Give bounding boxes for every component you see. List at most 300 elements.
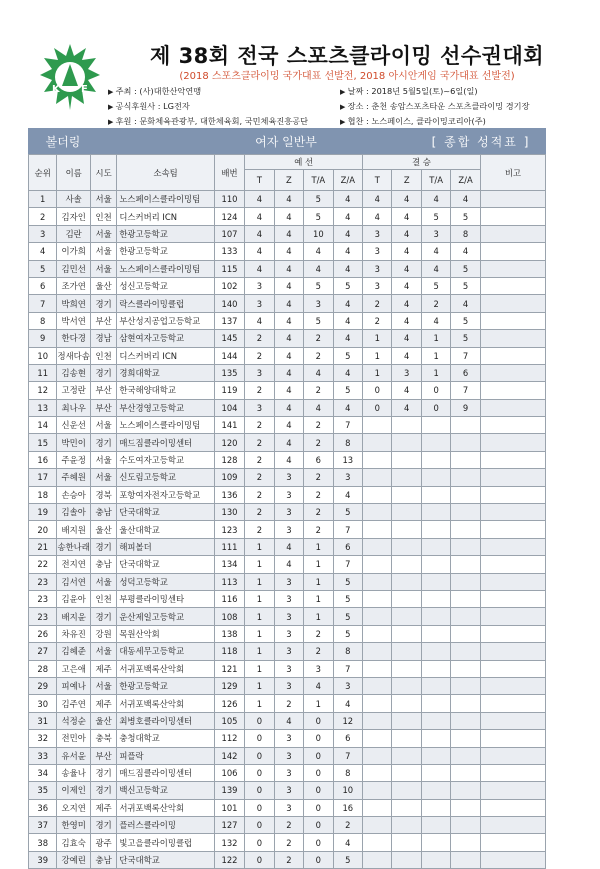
f-top-attempts-cell [421,608,450,625]
name-cell: 오지연 [57,799,91,816]
q-zone-cell: 2 [274,817,303,834]
team-cell: 한광고등학교 [117,225,214,242]
city-cell: 광주 [90,834,116,851]
q-top-attempts-cell: 2 [304,434,333,451]
q-zone-cell: 4 [274,260,303,277]
f-zone-cell: 3 [392,364,421,381]
q-zone-attempts-cell: 4 [333,260,362,277]
rank-cell: 1 [29,191,57,208]
name-cell: 김란 [57,225,91,242]
f-top-attempts-cell [421,747,450,764]
bib-cell: 119 [214,382,244,399]
rank-cell: 33 [29,747,57,764]
q-zone-attempts-cell: 10 [333,782,362,799]
q-zone-attempts-cell: 7 [333,521,362,538]
note-cell [480,208,545,225]
f-top-attempts-cell [421,417,450,434]
col-q-zone-attempts: Z/A [333,170,362,191]
q-zone-cell: 3 [274,521,303,538]
q-zone-cell: 4 [274,208,303,225]
f-top-attempts-cell [421,695,450,712]
name-cell: 배지윤 [57,608,91,625]
q-zone-cell: 3 [274,590,303,607]
f-zone-attempts-cell: 4 [451,295,480,312]
q-zone-attempts-cell: 4 [333,330,362,347]
q-top-attempts-cell: 1 [304,556,333,573]
team-cell: 디스커버리 ICN [117,347,214,364]
q-zone-cell: 4 [274,191,303,208]
note-cell [480,851,545,868]
q-top-cell: 2 [245,451,274,468]
f-zone-attempts-cell: 6 [451,364,480,381]
f-top-attempts-cell: 0 [421,382,450,399]
q-zone-attempts-cell: 4 [333,295,362,312]
table-row [29,747,546,764]
q-zone-attempts-cell: 3 [333,677,362,694]
rank-cell: 7 [29,295,57,312]
f-top-attempts-cell [421,764,450,781]
q-top-cell: 1 [245,695,274,712]
name-cell: 박서연 [57,312,91,329]
name-cell: 김주연 [57,695,91,712]
q-top-cell: 0 [245,817,274,834]
col-bib: 배번 [214,155,244,191]
bib-cell: 136 [214,486,244,503]
q-zone-attempts-cell: 7 [333,747,362,764]
city-cell: 충남 [90,504,116,521]
division-label: 여자 일반부 [255,134,317,149]
rank-cell: 12 [29,382,57,399]
table-row [29,347,546,364]
q-top-cell: 0 [245,834,274,851]
f-top-attempts-cell [421,834,450,851]
svg-text:F: F [81,84,88,95]
name-cell: 주혜원 [57,469,91,486]
rank-cell: 8 [29,312,57,329]
note-cell [480,538,545,555]
q-zone-attempts-cell: 7 [333,556,362,573]
rank-cell: 2 [29,208,57,225]
q-zone-cell: 2 [274,851,303,868]
f-top-attempts-cell [421,521,450,538]
table-row [29,295,546,312]
note-cell [480,625,545,642]
sponsor-text: ▶ 공식후원사 : LG전자 [108,99,308,114]
f-zone-attempts-cell [451,817,480,834]
q-zone-cell: 4 [274,330,303,347]
q-top-attempts-cell: 2 [304,347,333,364]
rank-cell: 28 [29,660,57,677]
bib-cell: 132 [214,834,244,851]
q-zone-cell: 4 [274,399,303,416]
f-zone-attempts-cell [451,469,480,486]
f-top-cell [363,695,392,712]
q-zone-attempts-cell: 5 [333,382,362,399]
f-top-cell: 4 [363,191,392,208]
rank-cell: 15 [29,434,57,451]
name-cell: 김민선 [57,260,91,277]
q-zone-attempts-cell: 4 [333,225,362,242]
team-cell: 단국대학교 [117,504,214,521]
svg-text:K: K [52,84,60,95]
name-cell: 김윤아 [57,590,91,607]
bib-cell: 108 [214,608,244,625]
f-zone-cell [392,521,421,538]
team-cell: 해피볼더 [117,538,214,555]
f-top-attempts-cell [421,573,450,590]
rank-cell: 23 [29,608,57,625]
q-top-cell: 2 [245,417,274,434]
name-cell: 송한나래 [57,538,91,555]
bib-cell: 106 [214,764,244,781]
f-zone-attempts-cell: 5 [451,260,480,277]
q-zone-attempts-cell: 5 [333,625,362,642]
city-cell: 인천 [90,347,116,364]
bib-cell: 115 [214,260,244,277]
q-top-cell: 4 [245,191,274,208]
name-cell: 박민이 [57,434,91,451]
col-name: 이름 [57,155,91,191]
note-cell [480,747,545,764]
note-cell [480,347,545,364]
f-zone-attempts-cell [451,851,480,868]
f-zone-attempts-cell [451,799,480,816]
f-top-attempts-cell [421,538,450,555]
q-top-cell: 4 [245,225,274,242]
col-f-zone: Z [392,170,421,191]
city-cell: 서울 [90,643,116,660]
city-cell: 부산 [90,399,116,416]
rank-cell: 4 [29,243,57,260]
q-zone-cell: 3 [274,573,303,590]
team-cell: 충청대학교 [117,730,214,747]
col-f-top-attempts: T/A [421,170,450,191]
rank-cell: 23 [29,573,57,590]
q-zone-cell: 2 [274,834,303,851]
f-zone-attempts-cell [451,730,480,747]
city-cell: 서울 [90,469,116,486]
note-cell [480,643,545,660]
q-zone-cell: 4 [274,347,303,364]
f-zone-cell: 4 [392,347,421,364]
bib-cell: 120 [214,434,244,451]
q-top-cell: 1 [245,556,274,573]
q-top-cell: 0 [245,764,274,781]
team-cell: 서귀포백록산악회 [117,695,214,712]
f-top-cell: 1 [363,364,392,381]
q-zone-cell: 3 [274,486,303,503]
note-cell [480,817,545,834]
table-row [29,417,546,434]
q-top-cell: 0 [245,851,274,868]
q-zone-attempts-cell: 7 [333,660,362,677]
f-zone-attempts-cell [451,695,480,712]
note-cell [480,434,545,451]
results-table [28,154,546,869]
name-cell: 조가연 [57,277,91,294]
q-top-attempts-cell: 2 [304,625,333,642]
q-top-attempts-cell: 0 [304,834,333,851]
f-top-cell [363,747,392,764]
note-cell [480,712,545,729]
q-zone-attempts-cell: 5 [333,590,362,607]
q-top-cell: 2 [245,434,274,451]
f-top-cell: 2 [363,312,392,329]
name-cell: 이가희 [57,243,91,260]
f-zone-attempts-cell [451,486,480,503]
q-top-cell: 0 [245,730,274,747]
q-top-cell: 4 [245,312,274,329]
q-top-attempts-cell: 2 [304,330,333,347]
rank-cell: 11 [29,364,57,381]
f-zone-attempts-cell [451,504,480,521]
f-top-cell [363,834,392,851]
table-row [29,625,546,642]
f-top-cell [363,451,392,468]
q-zone-cell: 3 [274,660,303,677]
team-cell: 성덕고등학교 [117,573,214,590]
f-top-cell: 3 [363,243,392,260]
name-cell: 김효숙 [57,834,91,851]
f-zone-cell [392,625,421,642]
q-top-attempts-cell: 2 [304,382,333,399]
q-top-attempts-cell: 4 [304,260,333,277]
note-cell [480,295,545,312]
team-cell: 성신고등학교 [117,277,214,294]
q-zone-cell: 3 [274,764,303,781]
event-info-left [108,84,308,129]
f-zone-attempts-cell [451,538,480,555]
team-cell: 피플락 [117,747,214,764]
team-cell: 빛고을클라이밍클럽 [117,834,214,851]
f-top-attempts-cell [421,556,450,573]
rank-cell: 34 [29,764,57,781]
team-cell: 플러스클라이밍 [117,817,214,834]
f-zone-attempts-cell [451,608,480,625]
f-top-attempts-cell: 4 [421,260,450,277]
rank-cell: 18 [29,486,57,503]
q-zone-cell: 3 [274,469,303,486]
note-cell [480,399,545,416]
note-cell [480,451,545,468]
q-top-cell: 1 [245,590,274,607]
city-cell: 제주 [90,799,116,816]
table-row [29,851,546,868]
f-top-attempts-cell [421,782,450,799]
page-subtitle: (2018 스포츠클라이밍 국가대표 선발전, 2018 아시안게임 국가대표 선발전) [179,71,515,82]
q-top-attempts-cell: 2 [304,521,333,538]
team-cell: 한광고등학교 [117,677,214,694]
q-zone-cell: 4 [274,277,303,294]
table-row [29,660,546,677]
team-cell: 디스커버리 ICN [117,208,214,225]
city-cell: 서울 [90,451,116,468]
bib-cell: 105 [214,712,244,729]
f-top-attempts-cell: 0 [421,399,450,416]
f-top-cell [363,851,392,868]
q-top-attempts-cell: 5 [304,312,333,329]
city-cell: 부산 [90,382,116,399]
city-cell: 경기 [90,538,116,555]
name-cell: 주윤정 [57,451,91,468]
q-top-cell: 0 [245,782,274,799]
f-zone-attempts-cell: 5 [451,330,480,347]
document-header [0,0,600,128]
note-cell [480,243,545,260]
table-row [29,469,546,486]
bib-cell: 144 [214,347,244,364]
name-cell: 한다경 [57,330,91,347]
city-cell: 경기 [90,817,116,834]
f-top-cell [363,504,392,521]
f-zone-attempts-cell: 8 [451,225,480,242]
q-zone-cell: 4 [274,243,303,260]
f-zone-cell [392,469,421,486]
name-cell: 이제인 [57,782,91,799]
bib-cell: 104 [214,399,244,416]
city-cell: 충북 [90,730,116,747]
f-top-cell [363,556,392,573]
note-cell [480,782,545,799]
q-zone-cell: 3 [274,677,303,694]
name-cell: 김솔아 [57,504,91,521]
note-cell [480,191,545,208]
bib-cell: 130 [214,504,244,521]
note-cell [480,486,545,503]
f-top-cell [363,677,392,694]
f-zone-cell [392,782,421,799]
q-top-attempts-cell: 2 [304,504,333,521]
table-row [29,399,546,416]
f-zone-attempts-cell [451,660,480,677]
f-zone-cell [392,817,421,834]
f-zone-attempts-cell [451,625,480,642]
team-cell: 대동세무고등학교 [117,643,214,660]
team-cell: 서귀포백록산악회 [117,660,214,677]
q-zone-cell: 3 [274,625,303,642]
name-cell: 차유진 [57,625,91,642]
q-zone-cell: 4 [274,312,303,329]
bib-cell: 137 [214,312,244,329]
name-cell: 고은애 [57,660,91,677]
note-cell [480,417,545,434]
f-zone-cell [392,764,421,781]
note-cell [480,695,545,712]
f-zone-attempts-cell: 5 [451,208,480,225]
col-note: 비고 [480,155,545,191]
f-top-attempts-cell [421,712,450,729]
rank-cell: 9 [29,330,57,347]
q-zone-attempts-cell: 5 [333,851,362,868]
bib-cell: 129 [214,677,244,694]
f-top-cell: 3 [363,277,392,294]
bib-cell: 109 [214,469,244,486]
name-cell: 한영미 [57,817,91,834]
name-cell: 피예나 [57,677,91,694]
city-cell: 서울 [90,191,116,208]
f-top-cell [363,817,392,834]
q-zone-attempts-cell: 3 [333,469,362,486]
col-city: 시도 [90,155,116,191]
city-cell: 강원 [90,625,116,642]
bib-cell: 124 [214,208,244,225]
table-row [29,834,546,851]
bib-cell: 134 [214,556,244,573]
table-row [29,277,546,294]
f-top-cell [363,643,392,660]
f-top-attempts-cell [421,469,450,486]
team-cell: 부평클라이밍센타 [117,590,214,607]
table-row [29,434,546,451]
bib-cell: 141 [214,417,244,434]
q-zone-attempts-cell: 6 [333,730,362,747]
table-row [29,504,546,521]
team-cell: 한국해양대학교 [117,382,214,399]
table-row [29,208,546,225]
f-zone-attempts-cell [451,556,480,573]
f-zone-attempts-cell [451,643,480,660]
col-rank: 순위 [29,155,57,191]
rank-cell: 5 [29,260,57,277]
note-cell [480,608,545,625]
city-cell: 인천 [90,208,116,225]
sheet-label: [ 종합 성적표 ] [431,134,531,149]
q-zone-cell: 4 [274,538,303,555]
col-team: 소속팀 [117,155,214,191]
f-top-cell [363,538,392,555]
f-top-cell [363,486,392,503]
city-cell: 울산 [90,712,116,729]
q-zone-attempts-cell: 5 [333,573,362,590]
table-row [29,260,546,277]
rank-cell: 6 [29,277,57,294]
city-cell: 경기 [90,364,116,381]
f-top-attempts-cell [421,643,450,660]
team-cell: 목원산악회 [117,625,214,642]
note-cell [480,225,545,242]
f-zone-cell [392,712,421,729]
q-top-attempts-cell: 0 [304,712,333,729]
q-zone-attempts-cell: 4 [333,399,362,416]
q-zone-attempts-cell: 4 [333,834,362,851]
f-zone-cell: 4 [392,243,421,260]
q-top-cell: 1 [245,660,274,677]
f-zone-attempts-cell: 9 [451,399,480,416]
q-zone-cell: 3 [274,608,303,625]
f-top-cell: 0 [363,382,392,399]
f-top-attempts-cell [421,799,450,816]
q-top-attempts-cell: 2 [304,643,333,660]
rank-cell: 21 [29,538,57,555]
q-zone-attempts-cell: 8 [333,764,362,781]
f-zone-attempts-cell [451,834,480,851]
rank-cell: 10 [29,347,57,364]
city-cell: 서울 [90,573,116,590]
note-cell [480,730,545,747]
team-cell: 삼현여자고등학교 [117,330,214,347]
rank-cell: 29 [29,677,57,694]
table-row [29,608,546,625]
city-cell: 서울 [90,677,116,694]
f-zone-cell: 4 [392,260,421,277]
q-top-cell: 2 [245,469,274,486]
rank-cell: 19 [29,504,57,521]
col-f-top: T [363,170,392,191]
name-cell: 사솔 [57,191,91,208]
rank-cell: 20 [29,521,57,538]
name-cell: 김서연 [57,573,91,590]
q-top-cell: 4 [245,208,274,225]
